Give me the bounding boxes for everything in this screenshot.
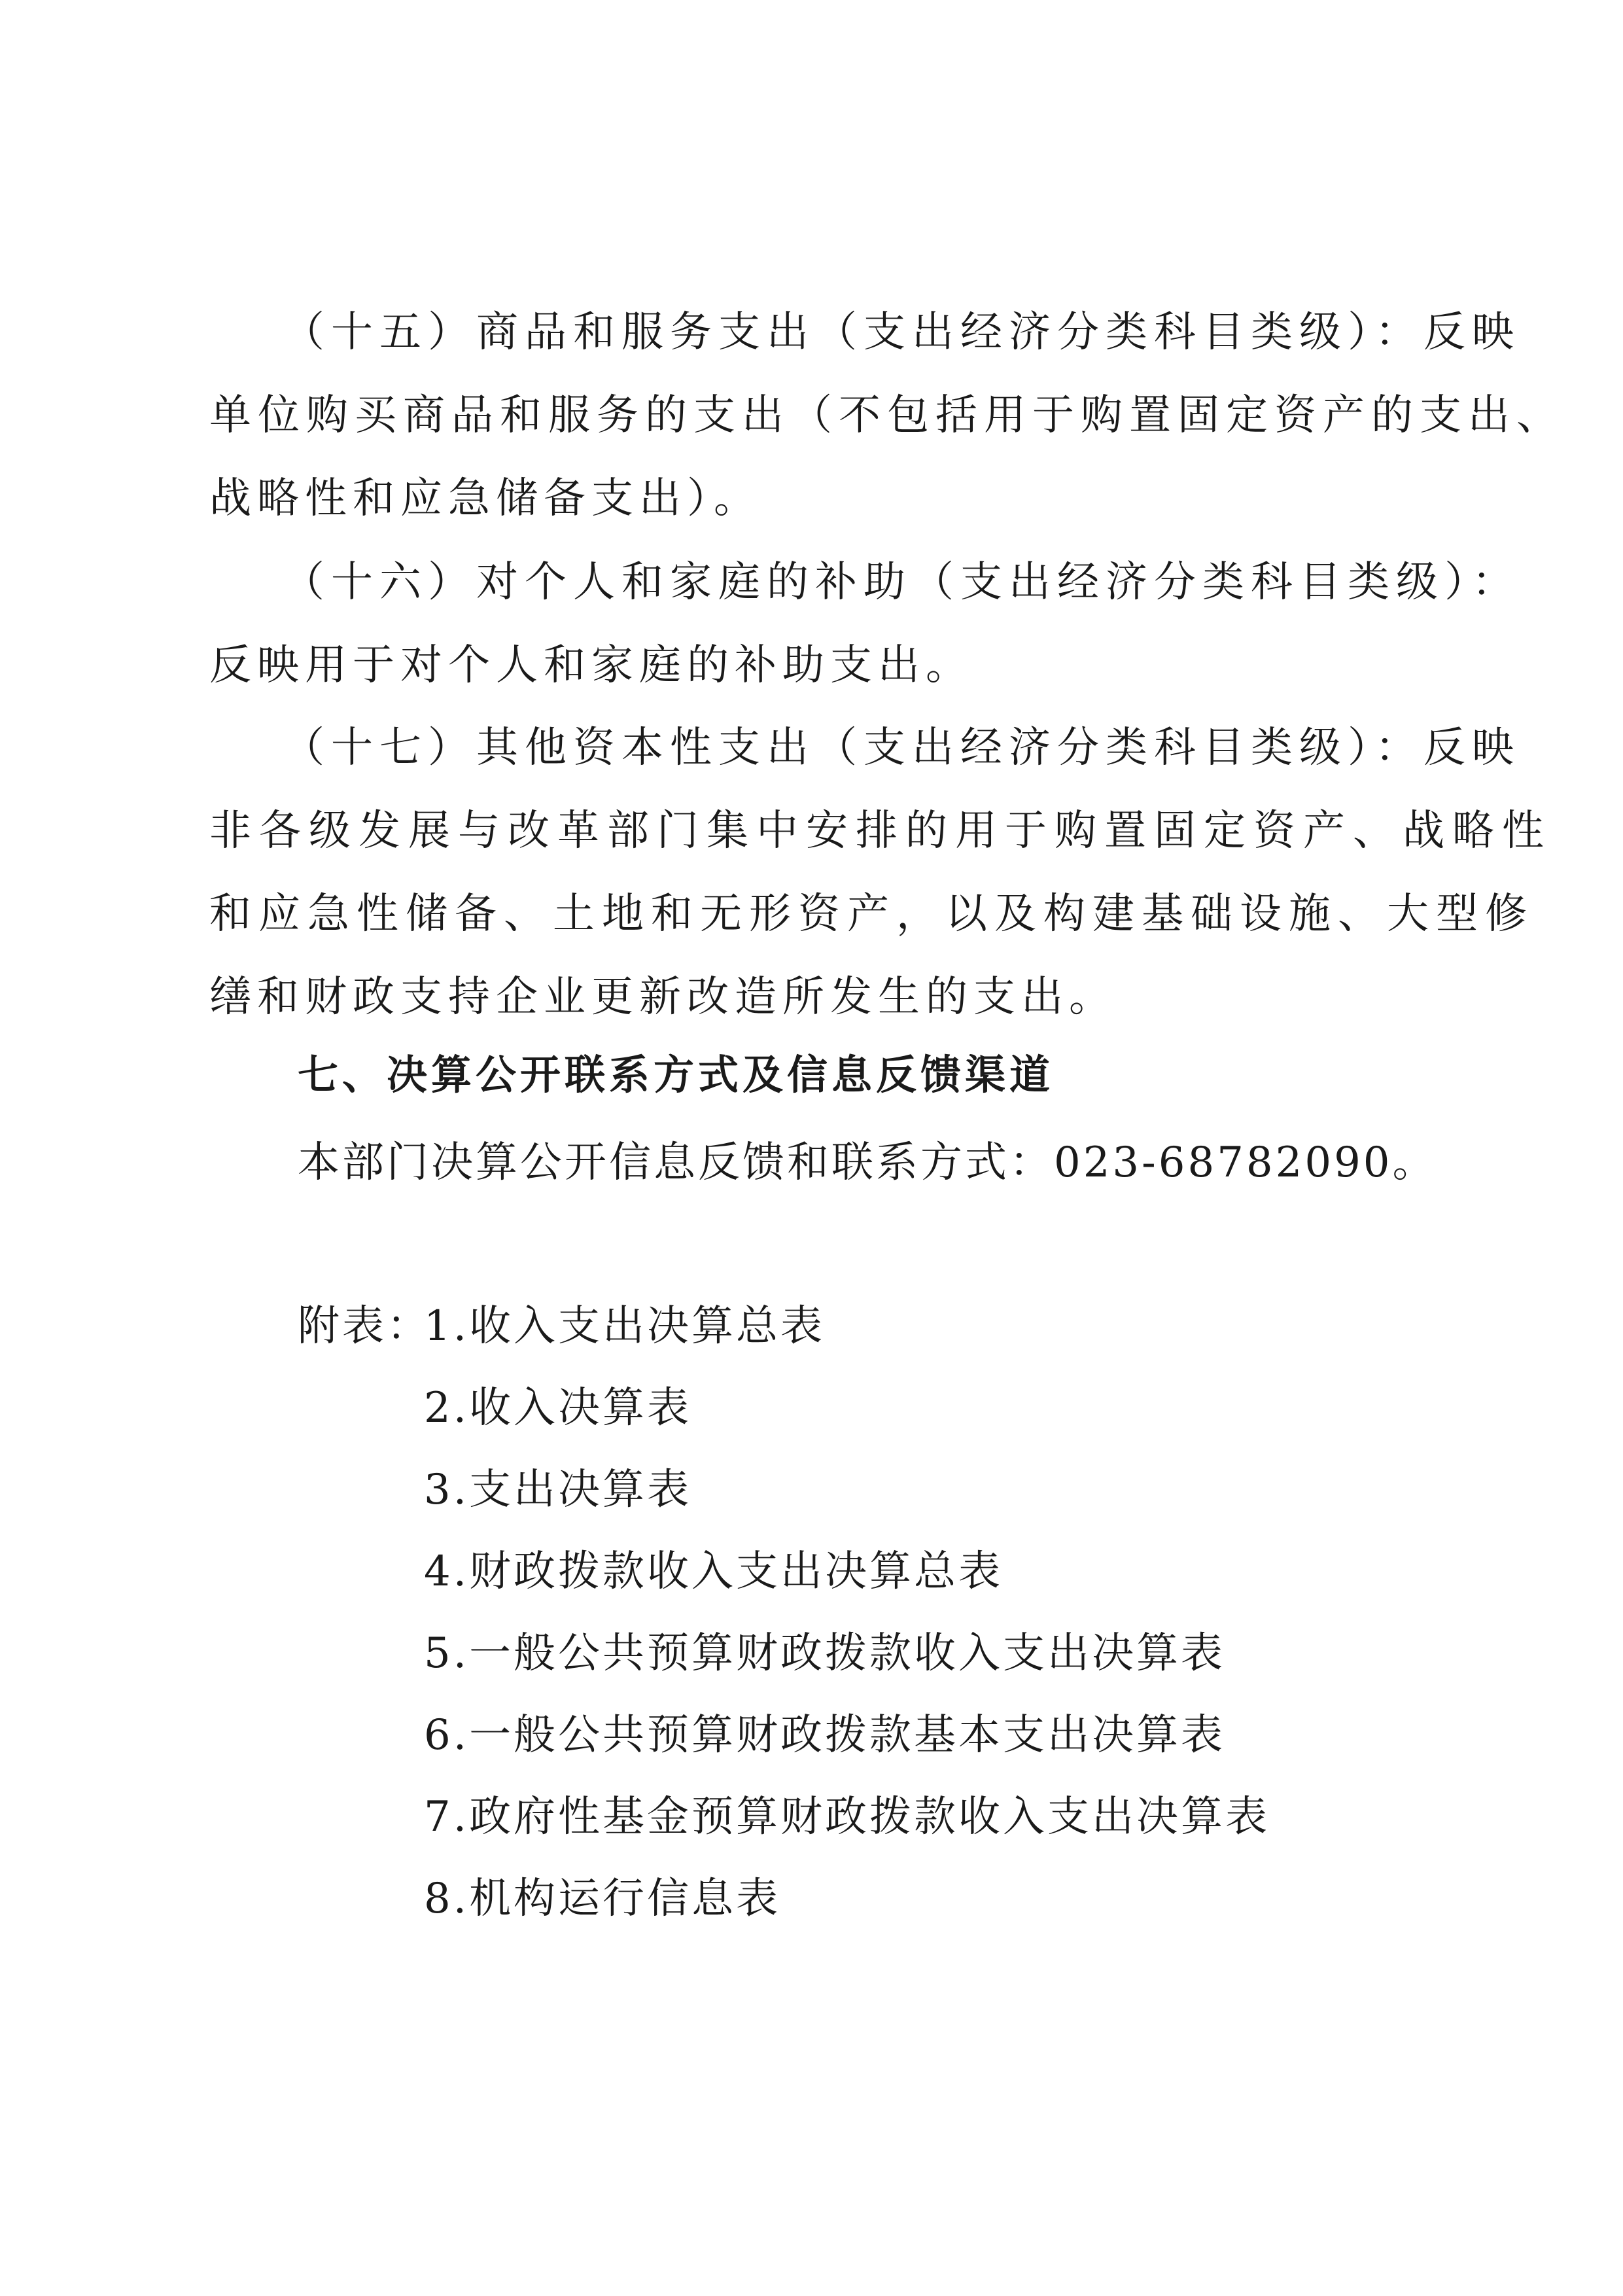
attachment-item: 3.支出决算表 — [424, 1466, 692, 1514]
attachments-label: 附表： — [298, 1302, 431, 1351]
paragraph-17-line-1: （十七）其他资本性支出（支出经济分类科目类级）：反映 — [283, 724, 1520, 772]
paragraph-15-line-3: 战略性和应急储备支出）。 — [209, 474, 761, 523]
paragraph-16-line-2: 反映用于对个人和家庭的补助支出。 — [209, 641, 973, 690]
section-heading: 七、决算公开联系方式及信息反馈渠道 — [298, 1051, 1055, 1099]
paragraph-16-line-1: （十六）对个人和家庭的补助（支出经济分类科目类级）： — [283, 558, 1520, 607]
attachment-item: 4.财政拨款收入支出决算总表 — [424, 1547, 1003, 1596]
contact-info: 本部门决算公开信息反馈和联系方式：023-68782090。 — [298, 1139, 1437, 1187]
attachment-item: 7.政府性基金预算财政拨款收入支出决算表 — [424, 1793, 1270, 1841]
attachment-item: 6.一般公共预算财政拨款基本支出决算表 — [424, 1711, 1226, 1759]
attachment-item: 1.收入支出决算总表 — [424, 1302, 826, 1351]
attachment-item: 5.一般公共预算财政拨款收入支出决算表 — [424, 1629, 1226, 1678]
paragraph-17-line-2: 非各级发展与改革部门集中安排的用于购置固定资产、战略性 — [209, 807, 1552, 855]
attachment-item: 8.机构运行信息表 — [424, 1875, 781, 1923]
attachment-item: 2.收入决算表 — [424, 1384, 692, 1432]
paragraph-17-line-3: 和应急性储备、土地和无形资产，以及构建基础设施、大型修 — [209, 890, 1534, 938]
paragraph-17-line-4: 缮和财政支持企业更新改造所发生的支出。 — [209, 973, 1117, 1021]
paragraph-15-line-1: （十五）商品和服务支出（支出经济分类科目类级）：反映 — [283, 308, 1520, 357]
paragraph-15-line-2: 单位购买商品和服务的支出（不包括用于购置固定资产的支出、 — [209, 391, 1565, 440]
